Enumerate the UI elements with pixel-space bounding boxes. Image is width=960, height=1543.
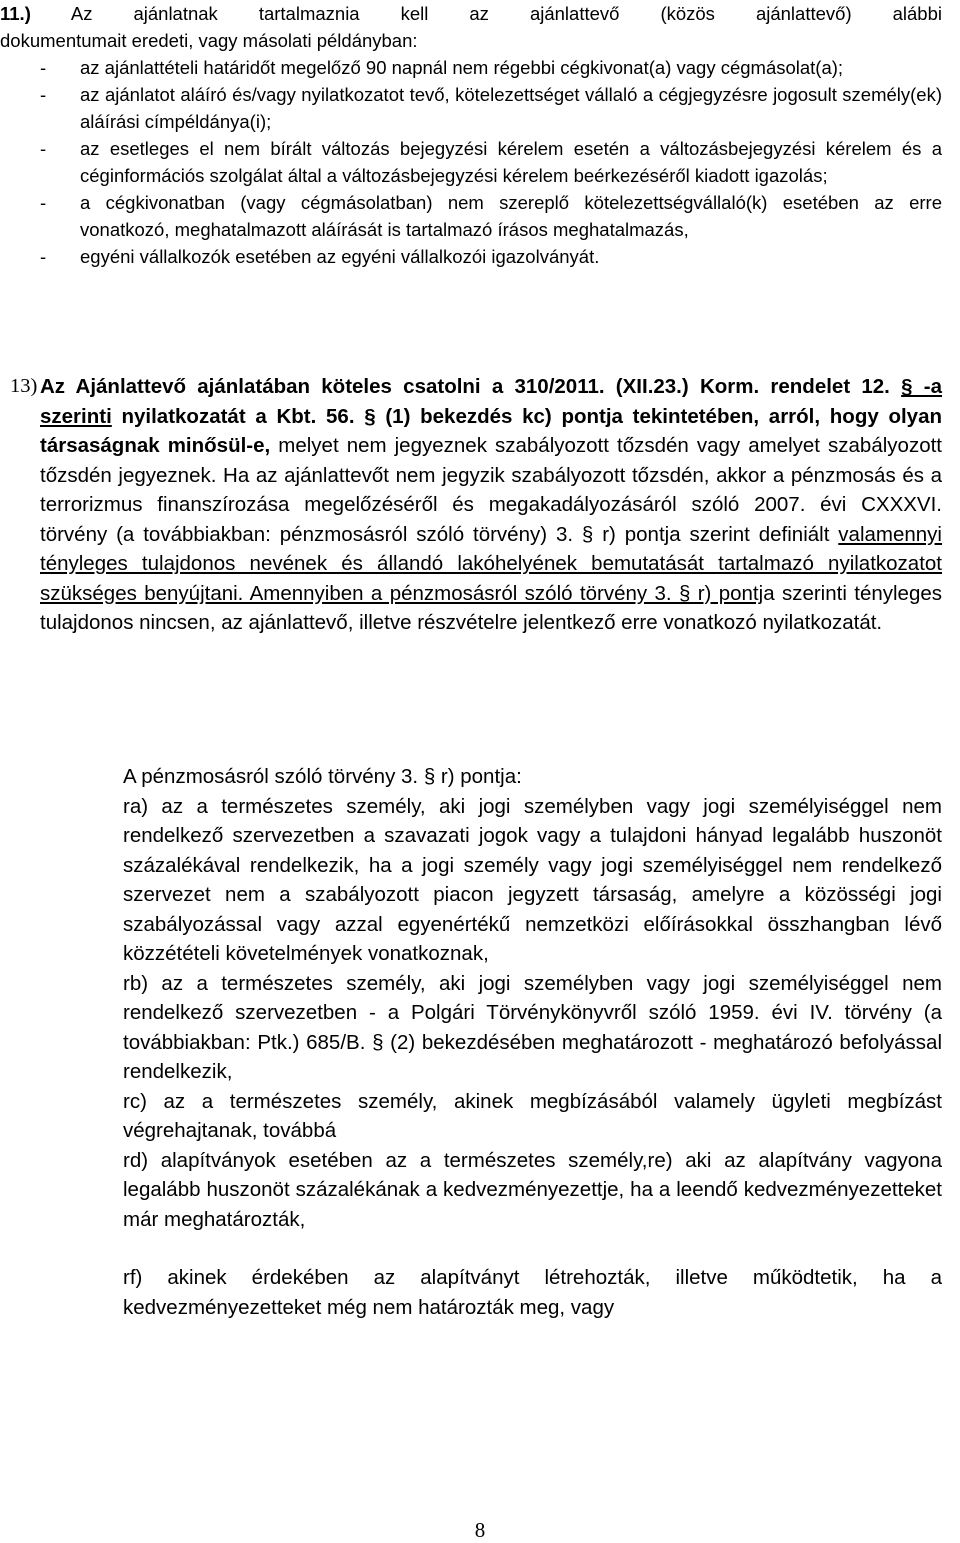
bullet-dash: -: [40, 192, 47, 213]
quote-heading: A pénzmosásról szóló törvény 3. § r) pontja:: [123, 765, 522, 788]
space: [355, 405, 365, 428]
underlined-text: valamennyi tényleges tulajdonos nevének és állandó lakóhelyének bemutatását tartalmazó nyilatkozatot szükséges benyújtani. Amennyiben a pénzmosásról szóló törvény 3. § r) pontj: [40, 522, 942, 605]
section-11: [0, 0, 942, 270]
bullet-dash: -: [40, 84, 47, 105]
bold-text: § (1) bekezdés kc) pontja tekintetében, arról, hogy olyan társaságnak minősül-e,: [40, 404, 942, 457]
spacer: [123, 1234, 942, 1263]
section-11-intro-line2: dokumentumait eredeti, vagy másolati példányban:: [0, 30, 418, 51]
bold-text: Az Ajánlattevő ajánlatában köteles csatolni a 310/2011. (XII.23.) Korm. rendelet 12.: [40, 375, 890, 398]
quote-ra: ra) az a természetes személy, aki jogi személyben vagy jogi személyiséggel nem rendelkező szervezetben a szavazati jogok vagy a tulajdoni hányad legalább huszonöt százalékával rendelkezik, ha a jogi személy vagy jogi személyiséggel nem rendelkező szervezet nem a szabályozott piacon jegyzett társaság, amelyre a közösségi jogi szabályozással vagy azzal egyenértékű nemzetközi előírásokkal összhangban lévő közzétételi követelmények vonatkoznak,: [123, 794, 942, 965]
item-text: az esetleges el nem bírált változás bejegyzési kérelem esetén a változásbejegyzési kérelem és a céginformációs szolgálat által a változásbejegyzési kérelem beérkezéséről kiadott igazolás;: [80, 138, 942, 186]
section-11-number: 11.): [0, 3, 31, 24]
section-11-intro-line1: Az ajánlatnak tartalmaznia kell az ajánlattevő (közös ajánlattevő) alábbi: [70, 3, 942, 24]
item-text: az ajánlattételi határidőt megelőző 90 napnál nem régebbi cégkivonat(a) vagy cégmásolat(a);: [80, 57, 844, 78]
section-13-number: 13): [10, 375, 38, 397]
space: [890, 375, 901, 398]
bullet-dash: -: [40, 246, 47, 267]
quote-rc: rc) az a természetes személy, akinek megbízásából valamely ügyleti megbízást végrehajtanak, továbbá: [123, 1089, 942, 1142]
quote-rb: rb) az a természetes személy, aki jogi személyben vagy jogi személyiséggel nem rendelkező szervezetben - a Polgári Törvénykönyvről szóló 1959. évi IV. törvény (a továbbiakban: Ptk.) 685/B. § (2) bekezdésében meghatározott - meghatározó befolyással rendelkezik,: [123, 971, 942, 1083]
item-text: a cégkivonatban (vagy cégmásolatban) nem szereplő kötelezettségvállaló(k) esetében az erre vonatkozó, meghatalmazott aláírását is tartalmazó írásos meghatalmazás,: [80, 192, 942, 240]
page-number: 8: [474, 1518, 486, 1542]
section-11-intro: [0, 0, 942, 27]
body-text: melyet nem jegyeznek szabályozott tőzsdén vagy amelyet szabályozott tőzsdén jegyeznek. Ha az ajánlattevőt nem jegyzik szabályozott tőzsdén, akkor a pénzmosás és a terrorizmus finanszírozása megelőzéséről és megakadályozásáról szóló 2007. évi CXXXVI. törvény (a továbbiakban: pénzmosásról szóló törvény) 3. § r) pontja szerint definiált: [40, 434, 942, 546]
section-11-item-2: [0, 81, 942, 135]
section-13-paragraph: [40, 372, 942, 638]
bullet-dash: -: [40, 138, 47, 159]
section-13: [0, 372, 942, 638]
section-11-item-5: [0, 243, 942, 270]
section-13-body: [0, 372, 942, 638]
bold-text: nyilatkozatát a Kbt. 56.: [111, 404, 355, 428]
item-text: az ajánlatot aláíró és/vagy nyilatkozatot tevő, kötelezettséget vállaló a cégjegyzésre jogosult személy(ek) aláírási címpéldánya(i);: [80, 84, 942, 132]
section-11-item-4: [0, 189, 942, 243]
body-text: a szerinti tényleges tulajdonos nincsen, az ajánlattevő, illetve részvételre jelentkező erre vonatkozó nyilatkozatát.: [40, 581, 943, 634]
law-quote: [123, 762, 942, 1322]
section-11-item-1: [0, 54, 942, 81]
section-11-item-3: [0, 135, 942, 189]
bullet-dash: -: [40, 57, 47, 78]
underlined-bold-text: § -a szerinti: [40, 375, 942, 428]
item-text: egyéni vállalkozók esetében az egyéni vállalkozói igazolványát.: [80, 246, 600, 267]
quote-rf: rf) akinek érdekében az alapítványt létrehozták, illetve működtetik, ha a kedvezményezetteket még nem határozták meg, vagy: [123, 1266, 942, 1319]
quote-rd: rd) alapítványok esetében az a természetes személy,re) aki az alapítvány vagyona legalább huszonöt százalékának a kedvezményezettje, ha a leendő kedvezményezetteket már meghatározták,: [123, 1148, 942, 1231]
